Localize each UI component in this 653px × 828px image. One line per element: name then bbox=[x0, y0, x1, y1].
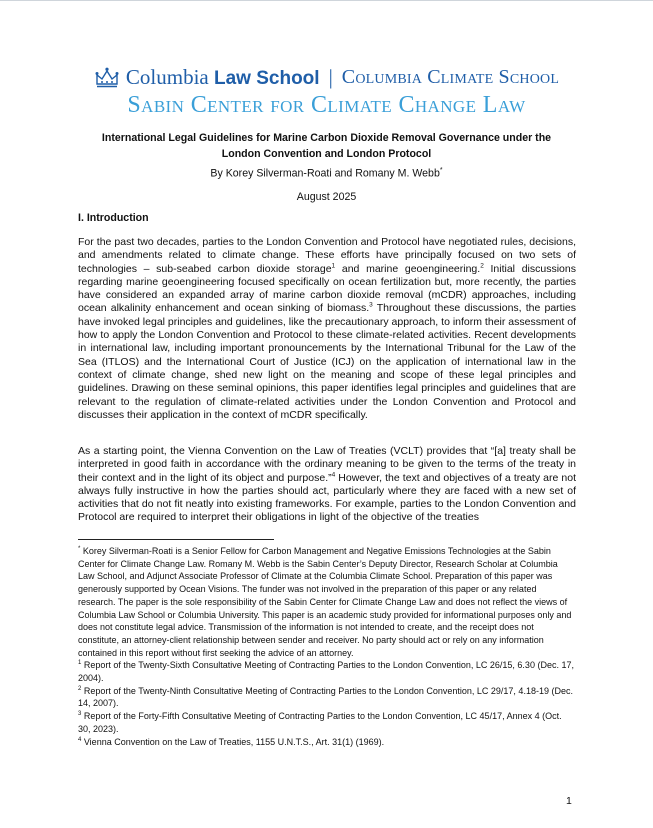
paragraph-1 bbox=[78, 236, 576, 422]
paragraph-text: Throughout these discussions, the parties have invoked legal principles and guidelines, like the precautionary approach, to inform their assessment of how to apply the London Convention and Protocol to these climate-related activities. Recent developments in international law, including important pronouncements by the International Tribunal for the Law of the Sea (ITLOS) and the International Court of Justice (ICJ) on the application of international law in the context of climate change, shed new light on the meaning and scope of these legal principles and guidelines. Drawing on these seminal opinions, this paper identifies legal principles and guidelines that are relevant to the regulation of climate-related activities under the London Convention and Protocol and discusses their application in the context of mCDR specifically. bbox=[78, 302, 576, 421]
letterhead bbox=[0, 62, 653, 119]
footnote-marker: 4 bbox=[78, 736, 82, 743]
footnote-ref: 3 bbox=[369, 301, 373, 309]
crown-icon bbox=[94, 66, 120, 88]
footnote-separator bbox=[78, 539, 274, 540]
footnote-marker: 1 bbox=[78, 660, 82, 667]
byline-footnote-marker: * bbox=[439, 167, 443, 174]
footnote-ref: 1 bbox=[331, 262, 336, 270]
footnote-text: Report of the Twenty-Sixth Consultative Meeting of Contracting Parties to the London Convention, LC 26/15, 6.30 (Dec. 17, 2004). bbox=[78, 660, 574, 684]
footnote bbox=[78, 685, 576, 710]
footnote bbox=[78, 659, 576, 684]
footnote-text: Vienna Convention on the Law of Treaties, 1155 U.N.T.S., Art. 31(1) (1969). bbox=[81, 736, 385, 747]
law-school-word: Law School bbox=[214, 67, 320, 89]
section-heading: I. Introduction bbox=[78, 212, 149, 224]
columbia-law-school-logo bbox=[126, 65, 320, 90]
logo-separator: | bbox=[328, 64, 333, 89]
publication-date: August 2025 bbox=[296, 191, 357, 203]
footnote bbox=[78, 736, 576, 749]
byline-text: By Korey Silverman-Roati and Romany M. Webb bbox=[210, 167, 440, 180]
footnote bbox=[78, 710, 576, 735]
footnote bbox=[78, 545, 576, 659]
footnote-marker: 2 bbox=[78, 685, 82, 692]
footnote-text: Korey Silverman-Roati is a Senior Fellow for Carbon Management and Negative Emissions Technologies at the Sabin Center for Climate Change Law. Romany M. Webb is the Sabin Center’s Deputy Director, Research Scholar at Columbia Law School, and Adjunct Associate Professor of Climate at the Columbia Climate School. Preparation of this paper was generously supported by Ocean Visions. The funder was not involved in the preparation of this paper or any related research. The paper is the sole responsibility of the Sabin Center for Climate Change Law and does not reflect the views of Columbia Law School or Columbia University. This paper is an academic study provided for informational purposes only and does not constitute legal advice. Transmission of the information is not intended to create, and the receipt does not constitute, an attorney-client relationship between sender and receiver. No party should act or rely on any information contained in this report without first seeking the advice of an attorney. bbox=[78, 546, 572, 658]
paragraph-2 bbox=[78, 445, 576, 525]
letterhead-top-row bbox=[0, 62, 653, 92]
columbia-word: Columbia bbox=[125, 64, 214, 89]
paragraph-text: Initial discussions regarding marine geoengineering focused specifically on ocean fertilization but, more recently, the parties have considered an expanded array of marine carbon dioxide removal (mCDR) approaches, including ocean alkalinity enhancement and ocean sinking of biomass. bbox=[78, 262, 576, 315]
footnote-text: Report of the Forty-Fifth Consultative Meeting of Contracting Parties to the London Convention, LC 45/17, Annex 4 (Oct. 30, 2023). bbox=[78, 711, 562, 734]
paragraph-text: However, the text and objectives of a treaty are not always fully instructive in how the parties should act, particularly where they are faced with a new set of activities that do not fit neatly into existing frameworks. For example, parties to the London Convention and Protocol are required to interpret their obligations in light of the objective of the treaties bbox=[78, 471, 576, 524]
climate-school-logo: Columbia Climate School bbox=[341, 65, 560, 88]
sabin-center-logo: Sabin Center for Climate Change Law bbox=[127, 92, 526, 118]
footnotes bbox=[78, 545, 576, 748]
paragraph-text: and marine geoengineering. bbox=[335, 262, 481, 275]
document-title: International Legal Guidelines for Marine Carbon Dioxide Removal Governance under the London Convention and London Protocol bbox=[101, 132, 552, 160]
paragraph-text: As a starting point, the Vienna Convention on the Law of Treaties (VCLT) provides that “[a] treaty shall be interpreted in good faith in accordance with the ordinary meaning to be given to the terms of the treaty in their context and in the light of its object and purpose.” bbox=[78, 445, 576, 484]
footnote-marker: 3 bbox=[78, 711, 82, 718]
page-number: 1 bbox=[566, 795, 572, 807]
top-divider bbox=[0, 0, 653, 1]
footnote-marker: * bbox=[78, 546, 81, 552]
paragraph-text: For the past two decades, parties to the London Convention and Protocol have negotiated rules, decisions, and amendments related to climate change. These efforts have principally focused on two sets of technologies – sub-seabed carbon dioxide storage bbox=[78, 236, 576, 275]
footnote-ref: 4 bbox=[331, 471, 336, 479]
footnote-text: Report of the Twenty-Ninth Consultative Meeting of Contracting Parties to the London Convention, LC 29/17, 4.18-19 (Dec. 14, 2007). bbox=[78, 685, 573, 709]
byline bbox=[0, 167, 653, 180]
footnote-ref: 2 bbox=[480, 262, 484, 270]
